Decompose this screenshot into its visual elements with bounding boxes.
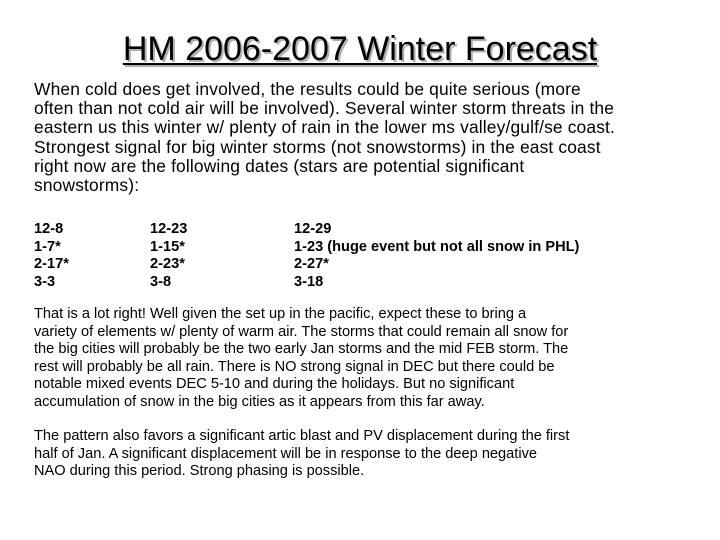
date-item: 2-17* (34, 256, 69, 273)
intro-paragraph (34, 80, 704, 195)
forecast-paragraph (34, 306, 714, 412)
intro-line: often than not cold air will be involved). Several winter storm threats in the (34, 98, 615, 119)
date-column-2 (150, 221, 187, 291)
date-item: 2-23* (150, 256, 185, 273)
paragraph-line: notable mixed events DEC 5-10 and during the holidays. But no significant (34, 376, 515, 393)
paragraph-line: rest will probably be all rain. There is NO strong signal in DEC but there could be (34, 358, 555, 375)
paragraph-line: That is a lot right! Well given the set up in the pacific, expect these to bring a (34, 306, 527, 322)
paragraph-line: half of Jan. A significant displacement will be in response to the deep negative (34, 445, 537, 462)
date-item: 3-8 (150, 273, 172, 290)
date-item: 2-27* (294, 256, 329, 273)
intro-line: Strongest signal for big winter storms (not snowstorms) in the east coast (34, 136, 601, 157)
date-item: 12-8 (34, 221, 64, 237)
pattern-paragraph (34, 428, 714, 481)
date-item: 1-7* (34, 238, 61, 255)
intro-line: snowstorms): (34, 175, 140, 196)
date-item: 3-3 (34, 273, 56, 290)
date-column-1 (34, 221, 69, 291)
date-item: 3-18 (294, 273, 324, 290)
paragraph-line: The pattern also favors a significant artic blast and PV displacement during the first (34, 428, 570, 444)
intro-line: eastern us this winter w/ plenty of rain in the lower ms valley/gulf/se coast. (34, 117, 616, 138)
date-item: 1-15* (150, 238, 185, 255)
date-item: 12-29 (294, 221, 332, 237)
intro-line: right now are the following dates (stars are potential significant (34, 155, 525, 176)
intro-line: When cold does get involved, the results could be quite serious (more (34, 79, 581, 99)
paragraph-line: accumulation of snow in the big cities as it appears from this far away. (34, 393, 485, 410)
paragraph-line: the big cities will probably be the two early Jan storms and the mid FEB storm. The (34, 341, 569, 358)
date-item: 12-23 (150, 221, 188, 237)
date-item: 1-23 (huge event but not all snow in PHL) (294, 238, 580, 255)
date-column-3 (294, 221, 579, 291)
paragraph-line: NAO during this period. Strong phasing is possible. (34, 463, 365, 480)
paragraph-line: variety of elements w/ plenty of warm air. The storms that could remain all snow for (34, 323, 569, 340)
slide-title: HM 2006-2007 Winter Forecast (122, 30, 598, 68)
